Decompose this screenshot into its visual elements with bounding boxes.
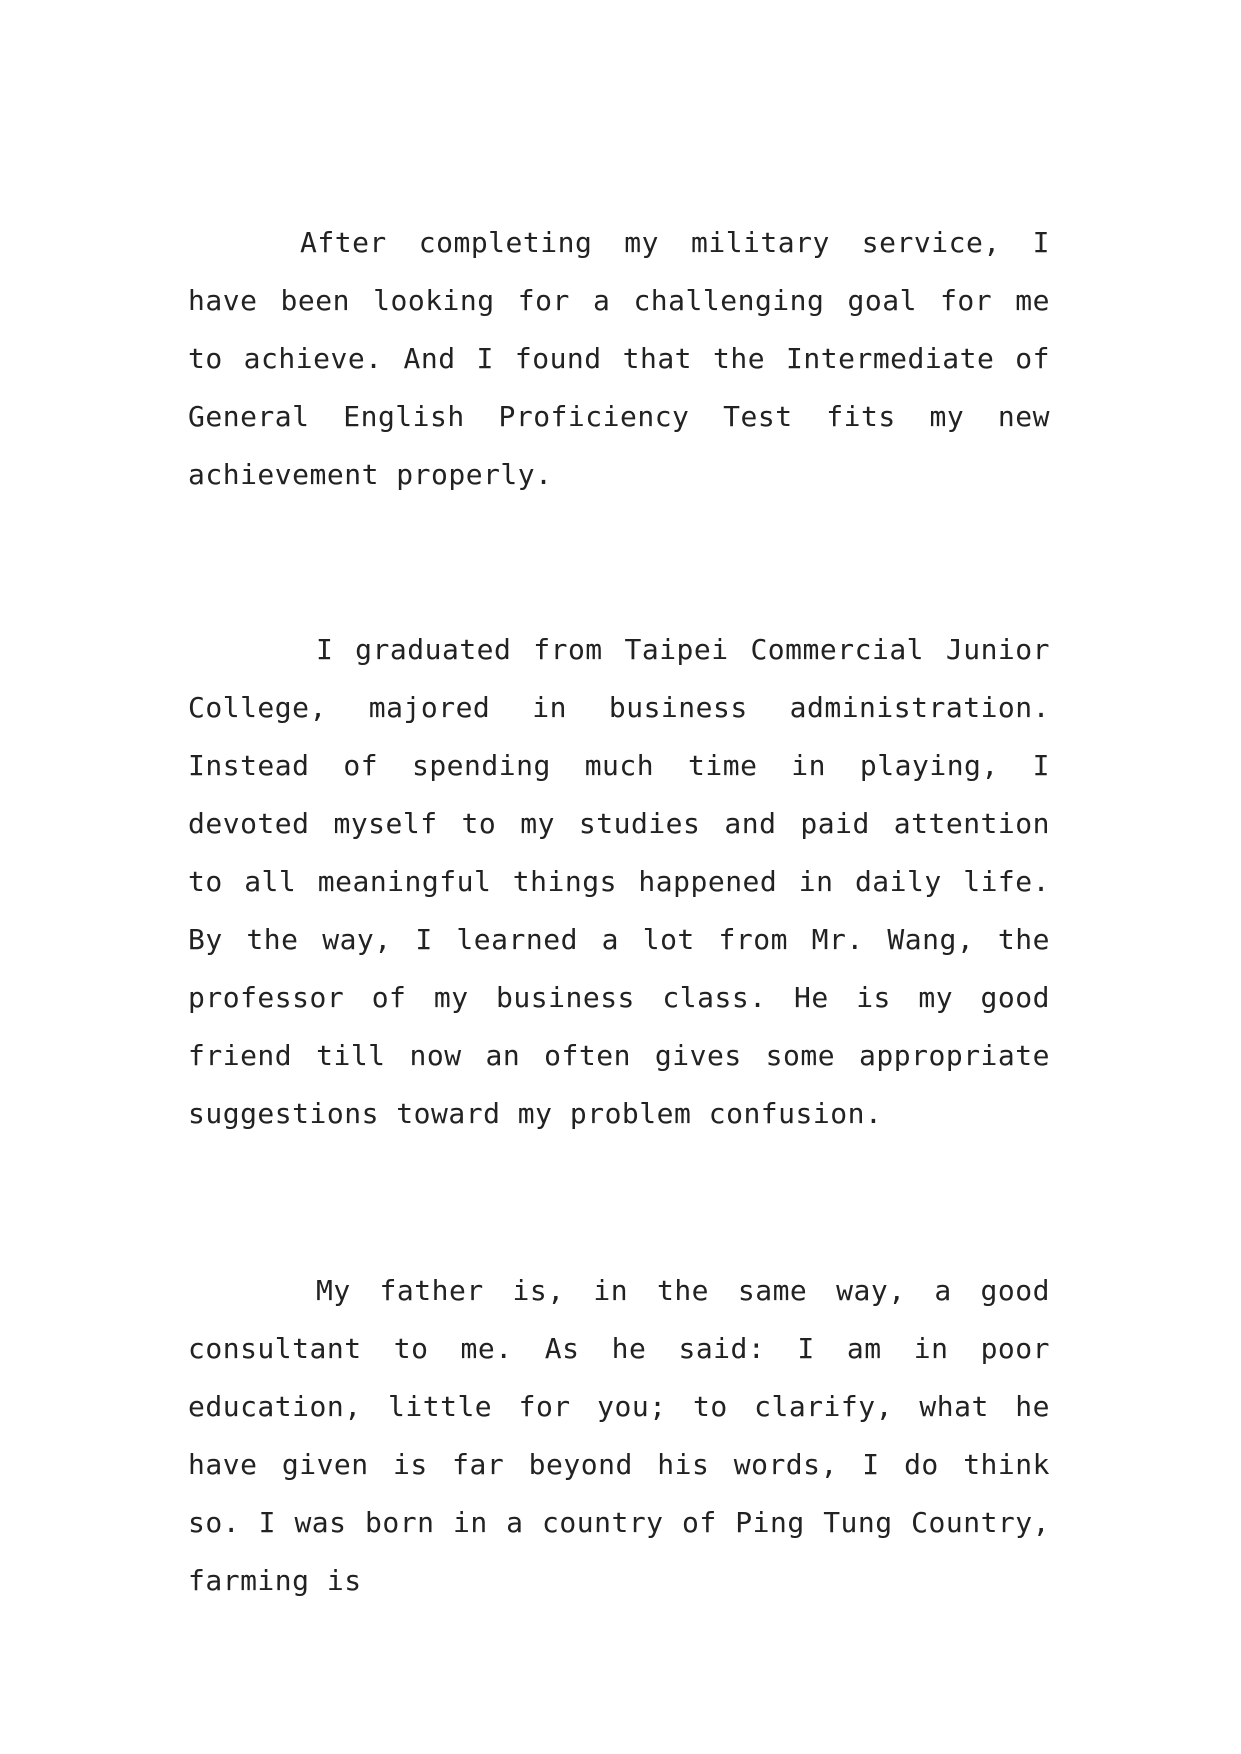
paragraph-military-service: After completing my military service, I have been looking for a challenging goal for me to achieve. And I found that the Intermediate of General English Proficiency Test fits my new achievement properly. [188,226,1050,491]
paragraph-father: My father is, in the same way, a good consultant to me. As he said: I am in poor education, little for you; to clarify, what he have given is far beyond his words, I do think so. I was born in a country of Ping Tung Country, farming is [188,1274,1050,1597]
paragraph-education: I graduated from Taipei Commercial Junior College, majored in business administration. Instead of spending much time in playing, I devoted myself to my studies and paid attention to all meaningful things happened in daily life. By the way, I learned a lot from Mr. Wang, the professor of my business class. He is my good friend till now an often gives some appropriate suggestions toward my problem confusion. [188,633,1050,1130]
